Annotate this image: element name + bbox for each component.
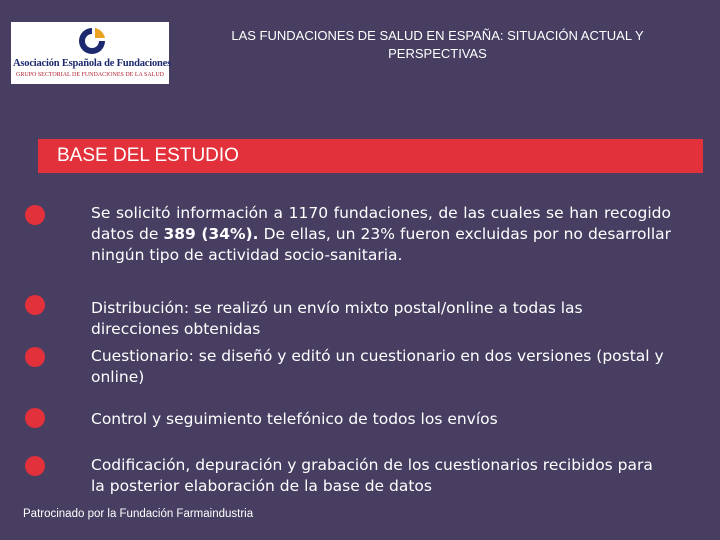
list-item-sample [91, 203, 671, 266]
bullet-icon [25, 456, 45, 476]
bullet-icon [25, 295, 45, 315]
presentation-title: LAS FUNDACIONES DE SALUD EN ESPAÑA: SITUACIÓN ACTUAL Y PERSPECTIVAS [231, 28, 644, 61]
logo-subtitle: GRUPO SECTORIAL DE FUNDACIONES DE LA SALUD [15, 72, 164, 78]
list-item-questionnaire: Cuestionario: se diseñó y editó un cuestionario en dos versiones (postal y online) [91, 347, 664, 386]
item-highlight: 389 (34%). [163, 225, 259, 243]
list-item-control: Control y seguimiento telefónico de todos los envíos [91, 410, 498, 428]
association-logo [11, 22, 172, 84]
list-item-coding: Codificación, depuración y grabación de los cuestionarios recibidos para la posterior elaboración de la base de datos [91, 456, 653, 495]
section-title: BASE DEL ESTUDIO [57, 145, 239, 166]
item-text: De ellas, un 23% fueron excluidas por no desarrollar ningún tipo de actividad socio-sanitaria. [91, 225, 671, 264]
logo-name: Asociación Española de Fundaciones [13, 58, 172, 69]
item-text: Se solicitó información a 1170 fundaciones, de las cuales se han recogido datos de [91, 204, 671, 243]
logo-emblem-icon [76, 25, 108, 57]
bullet-icon [25, 347, 45, 367]
bullet-icon [25, 408, 45, 428]
sponsor-footer: Patrocinado por la Fundación Farmaindustria [23, 508, 254, 520]
bullet-icon [25, 205, 45, 225]
list-item-distribution: Distribución: se realizó un envío mixto postal/online a todas las direcciones obtenidas [91, 299, 583, 338]
